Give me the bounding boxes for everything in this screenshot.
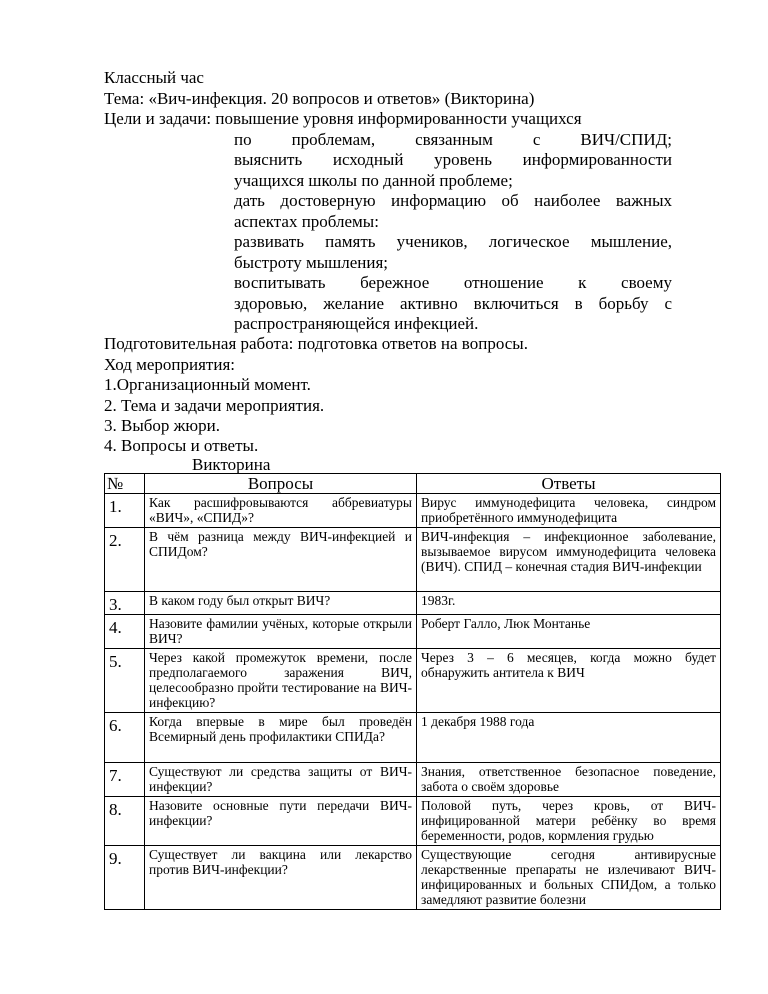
prep-line: Подготовительная работа: подготовка ответов на вопросы. xyxy=(104,334,528,353)
table-row xyxy=(105,846,721,910)
row-number: 2. xyxy=(105,528,145,592)
goal-line: воспитывать бережное отношение к своему xyxy=(234,273,672,292)
answer-cell: Через 3 – 6 месяцев, когда можно будет обнаружить антитела к ВИЧ xyxy=(417,649,721,713)
question-cell: Когда впервые в мире был проведён Всемирный день профилактики СПИДа? xyxy=(145,713,417,763)
table-row xyxy=(105,763,721,797)
header-questions: Вопросы xyxy=(145,474,417,494)
goal-line: быстроту мышления; xyxy=(234,253,389,272)
question-cell: Как расшифровываются аббревиатуры «ВИЧ», «СПИД»? xyxy=(145,494,417,528)
row-number: 4. xyxy=(105,615,145,649)
goal-line: распространяющейся инфекцией. xyxy=(234,314,479,333)
table-row xyxy=(105,528,721,592)
goal-line: по проблемам, связанным с ВИЧ/СПИД; xyxy=(234,130,672,149)
question-cell: В каком году был открыт ВИЧ? xyxy=(145,592,417,615)
goal-line: здоровью, желание активно включиться в борьбу с xyxy=(234,294,672,313)
row-number: 8. xyxy=(105,797,145,846)
question-cell: Назовите основные пути передачи ВИЧ-инфекции? xyxy=(145,797,417,846)
header-answers: Ответы xyxy=(417,474,721,494)
quiz-title: Викторина xyxy=(192,455,271,474)
answer-cell: Существующие сегодня антивирусные лекарственные препараты не излечивают ВИЧ-инфицированных и больных СПИДом, а только замедляют развитие болезни xyxy=(417,846,721,910)
header-num: № xyxy=(105,474,145,494)
topic-line: Тема: «Вич-инфекция. 20 вопросов и ответов» (Викторина) xyxy=(104,89,535,108)
class-hour-heading: Классный час xyxy=(104,68,204,87)
question-cell: Через какой промежуток времени, после предполагаемого заражения ВИЧ, целесообразно пройти тестирование на ВИЧ-инфекцию? xyxy=(145,649,417,713)
question-cell: Существуют ли средства защиты от ВИЧ-инфекции? xyxy=(145,763,417,797)
goal-line: выяснить исходный уровень информированности xyxy=(234,150,672,169)
goal-line: развивать память учеников, логическое мышление, xyxy=(234,232,672,251)
row-number: 6. xyxy=(105,713,145,763)
row-number: 5. xyxy=(105,649,145,713)
row-number: 9. xyxy=(105,846,145,910)
goal-line: аспектах проблемы: xyxy=(234,212,379,231)
answer-cell: 1 декабря 1988 года xyxy=(417,713,721,763)
goal-line: дать достоверную информацию об наиболее важных xyxy=(234,191,672,210)
answer-cell: ВИЧ-инфекция – инфекционное заболевание, вызываемое вирусом иммунодефицита человека (ВИЧ). СПИД – конечная стадия ВИЧ-инфекции xyxy=(417,528,721,592)
answer-cell: Половой путь, через кровь, от ВИЧ-инфицированной матери ребёнку во время беременности, родов, кормления грудью xyxy=(417,797,721,846)
answer-cell: Роберт Галло, Люк Монтанье xyxy=(417,615,721,649)
step-item: 4. Вопросы и ответы. xyxy=(104,436,259,455)
row-number: 1. xyxy=(105,494,145,528)
goal-line: учащихся школы по данной проблеме; xyxy=(234,171,513,190)
answer-cell: 1983г. xyxy=(417,592,721,615)
table-row xyxy=(105,592,721,615)
table-row xyxy=(105,797,721,846)
table-header-row xyxy=(105,474,721,494)
row-number: 7. xyxy=(105,763,145,797)
answer-cell: Знания, ответственное безопасное поведение, забота о своём здоровье xyxy=(417,763,721,797)
course-line: Ход мероприятия: xyxy=(104,355,236,374)
answer-cell: Вирус иммунодефицита человека, синдром приобретённого иммунодефицита xyxy=(417,494,721,528)
quiz-table xyxy=(104,473,721,910)
question-cell: В чём разница между ВИЧ-инфекцией и СПИДом? xyxy=(145,528,417,592)
question-cell: Назовите фамилии учёных, которые открыли ВИЧ? xyxy=(145,615,417,649)
step-item: 2. Тема и задачи мероприятия. xyxy=(104,396,325,415)
table-row xyxy=(105,713,721,763)
row-number: 3. xyxy=(105,592,145,615)
table-row xyxy=(105,494,721,528)
goals-label: Цели и задачи: повышение уровня информированности учащихся xyxy=(104,109,582,128)
step-item: 1.Организационный момент. xyxy=(104,375,311,394)
step-item: 3. Выбор жюри. xyxy=(104,416,220,435)
table-row xyxy=(105,649,721,713)
question-cell: Существует ли вакцина или лекарство против ВИЧ-инфекции? xyxy=(145,846,417,910)
table-row xyxy=(105,615,721,649)
